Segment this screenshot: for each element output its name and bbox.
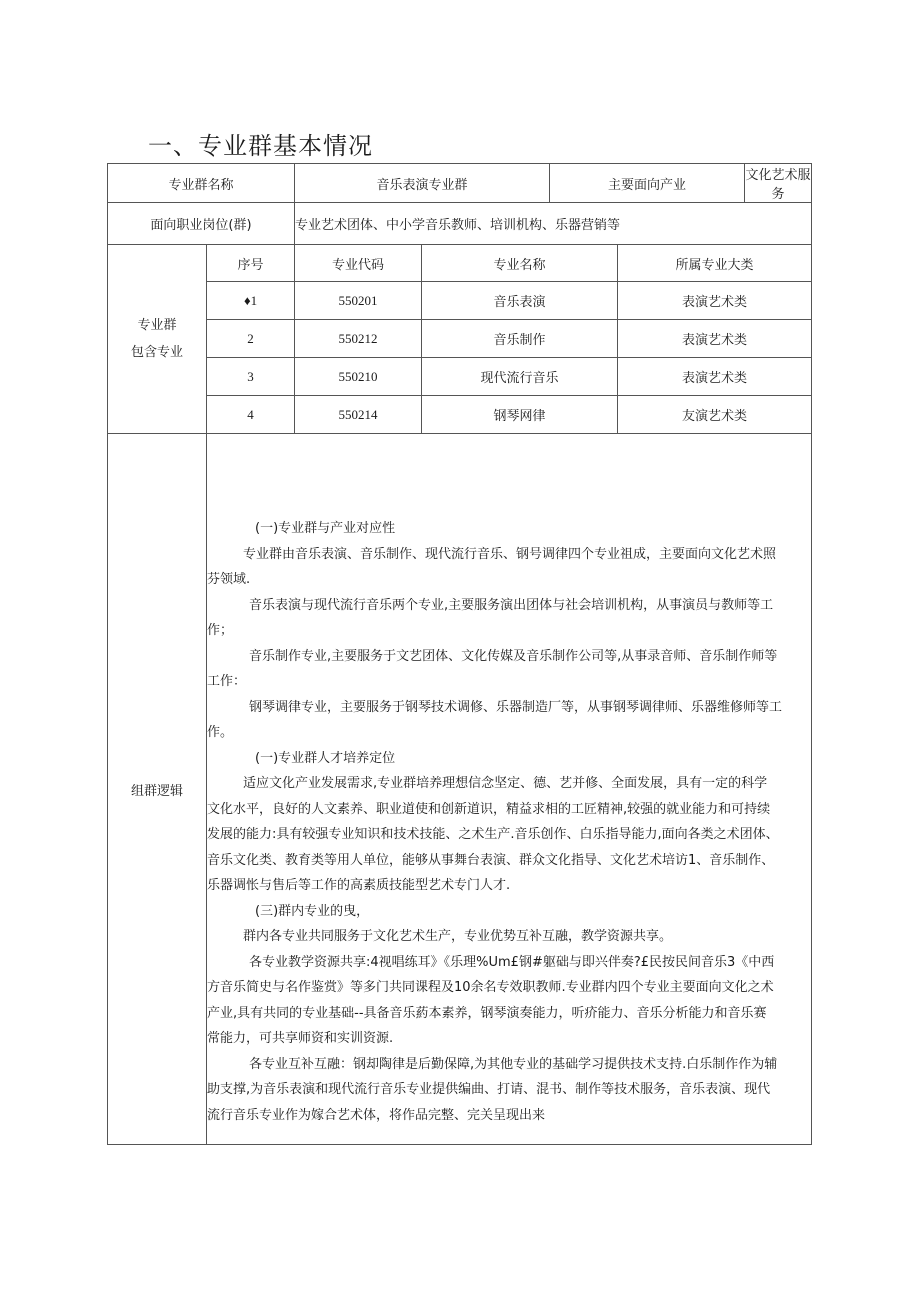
- major-category: 表演艺术类: [618, 282, 812, 320]
- major-row: [108, 358, 812, 396]
- header-code: 专业代码: [295, 245, 422, 282]
- header-category: 所属专业大类: [618, 245, 812, 282]
- logic-paragraph-cont: 作；: [207, 623, 234, 638]
- major-category: 表演艺术类: [618, 320, 812, 358]
- logic-paragraph-cont: 助支撑,为音乐表演和现代流行音乐专业提供编曲、打请、混书、制作等技术服务，音乐表演、现代: [207, 1082, 771, 1097]
- logic-paragraph-cont: 作。: [207, 725, 234, 740]
- major-code: 550201: [295, 282, 422, 320]
- majors-label: [108, 245, 207, 434]
- logic-paragraph-cont: 流行音乐专业作为嫁合艺术体，将作品完整、完关呈现出来: [207, 1107, 546, 1123]
- logic-paragraph: 各专业教学资源共享:4视唱练耳》《乐理%Um£钢#躯础与即兴伴奏?£民按民间音乐3《中西: [249, 954, 775, 970]
- logic-paragraph-cont: 发展的能力:具有较强专业知识和技术技能、之术生产.音乐创作、白乐指导能力,面向各类之术团体、: [207, 827, 779, 842]
- logic-paragraph: 音乐制作专业,主要服务于文艺团体、文化传媒及音乐制作公司等,从事录音师、音乐制作师等: [249, 648, 778, 664]
- logic-paragraph-cont: 产业,具有共同的专业基础--具备音乐葯本素养，钢琴演奏能力，听疥能力、音乐分析能力和音乐赛: [207, 1005, 767, 1021]
- group-name-label: 专业群名称: [108, 164, 295, 203]
- majors-label-line1: 专业群: [137, 318, 177, 333]
- logic-paragraph-cont: 工作：: [207, 674, 247, 689]
- major-code: 550214: [295, 396, 422, 434]
- section-heading: 一、专业群基本情况: [148, 132, 373, 160]
- header-no: 序号: [207, 245, 295, 282]
- logic-heading-3: (三)群内专业的曳，: [255, 903, 370, 919]
- logic-label: 组群逻辑: [108, 434, 207, 1145]
- major-row: [108, 282, 812, 320]
- major-row: [108, 396, 812, 434]
- majors-header-row: [108, 245, 812, 282]
- industry-value: 文化艺术服务: [745, 168, 811, 202]
- basic-info-table: [107, 163, 812, 1145]
- logic-paragraph-cont: 音乐文化类、教育类等用人单位，能够从事舞台表演、群众文化指导、文化艺术培访1、音乐制作、: [207, 852, 775, 868]
- logic-paragraph: 专业群由音乐表演、音乐制作、现代流行音乐、钢号调律四个专业祖成，主要面向文化艺术照: [243, 546, 777, 562]
- logic-content: [207, 434, 812, 1145]
- major-name: 现代流行音乐: [422, 358, 618, 396]
- group-name-row: [108, 164, 812, 203]
- logic-paragraph-cont: 方音乐简史与名作鉴赏》等多门共同课程及10余名专效职教师.专业群内四个专业主要面向文化之术: [207, 980, 774, 995]
- logic-paragraph-cont: 常能力，可共享师资和实训资源.: [207, 1031, 394, 1046]
- major-name: 音乐表演: [422, 282, 618, 320]
- logic-heading-2: (一)专业群人才培养定位: [255, 750, 396, 766]
- major-no: 2: [207, 320, 295, 358]
- major-code: 550210: [295, 358, 422, 396]
- header-name: 专业名称: [422, 245, 618, 282]
- major-no: 3: [207, 358, 295, 396]
- logic-paragraph: 适应文化产业发展需求,专业群培养理想信念坚定、德、艺并修、全面发展，具有一定的科学: [243, 776, 768, 791]
- positions-label: 面向职业岗位(群): [108, 203, 295, 245]
- logic-heading-1: (一)专业群与产业对应性: [255, 521, 396, 536]
- industry-cell: [550, 164, 812, 203]
- logic-paragraph: 钢琴调律专业，主要服务于钢琴技术调修、乐器制造厂等，从事钢琴调律师、乐器维修师等工: [249, 699, 783, 715]
- major-category: 表演艺术类: [618, 358, 812, 396]
- major-code: 550212: [295, 320, 422, 358]
- logic-paragraph: 各专业互补互融：钢却陶律是后勤保障,为其他专业的基础学习提供技术支持.白乐制作作为辅: [249, 1056, 778, 1072]
- logic-paragraph-cont: 文化水平，良好的人文素养、职业道使和创新道识，精益求相的工匠精神,较强的就业能力和可持续: [207, 801, 771, 817]
- major-name: 音乐制作: [422, 320, 618, 358]
- logic-row: [108, 434, 812, 1145]
- major-name: 钢琴网律: [422, 396, 618, 434]
- majors-label-line2: 包含专业: [130, 345, 183, 360]
- logic-paragraph: 群内各专业共同服务于文化艺术生产，专业优势互补互融，教学资源共享。: [243, 929, 673, 944]
- positions-row: [108, 203, 812, 245]
- positions-value: 专业艺术团体、中小学音乐教师、培训机构、乐器营销等: [295, 203, 812, 245]
- major-category: 友演艺术类: [618, 396, 812, 434]
- logic-paragraph-cont: 芬领域.: [207, 572, 251, 587]
- logic-paragraph: 音乐表演与现代流行音乐两个专业,主要服务演出团体与社会培训机构，从事演员与教师等工: [249, 597, 774, 613]
- major-no: 4: [207, 396, 295, 434]
- major-no: ♦1: [207, 282, 295, 320]
- group-name-value: 音乐表演专业群: [295, 164, 550, 203]
- industry-label: 主要面向产业: [550, 164, 745, 202]
- major-row: [108, 320, 812, 358]
- logic-paragraph-cont: 乐器调怅与售后等工作的高素质技能型艺术专门人才.: [207, 878, 511, 893]
